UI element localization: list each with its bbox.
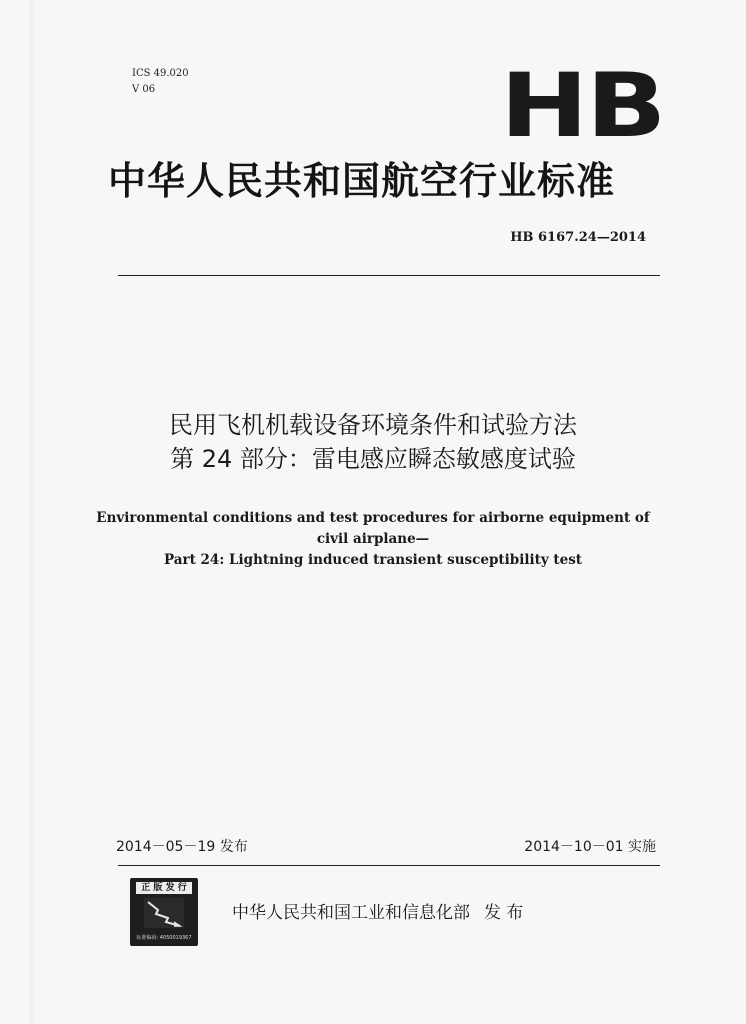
lightning-mark-icon	[144, 898, 184, 928]
hb-logo: HB	[500, 54, 665, 157]
standard-category-title: 中华人民共和国航空行业标准	[108, 159, 616, 203]
stamp-serial: 标准编码: 4050019367	[136, 935, 192, 941]
english-title-line-3: Part 24: Lightning induced transient susceptibility test	[163, 552, 583, 568]
english-title	[0, 508, 746, 571]
english-title-line-2: civil airplane—	[316, 531, 430, 547]
english-title-line-1: Environmental conditions and test procedures for airborne equipment of	[96, 510, 650, 526]
class-code: V 06	[132, 84, 156, 95]
issue-date: 2014－05－19 发布	[116, 839, 248, 855]
ics-code: ICS 49.020	[132, 68, 189, 79]
effective-date: 2014－10－01 实施	[524, 839, 656, 855]
chinese-title-line-1: 民用飞机机载设备环境条件和试验方法	[169, 411, 577, 439]
bottom-divider	[118, 865, 660, 866]
stamp-label: 正 版 发 行	[136, 882, 192, 894]
chinese-title	[0, 408, 746, 476]
publisher-line	[232, 898, 523, 923]
authenticity-stamp	[130, 878, 198, 946]
publisher-suffix: 发 布	[484, 903, 524, 923]
top-divider	[118, 275, 660, 276]
standard-number: HB 6167.24—2014	[510, 230, 646, 245]
publisher-name: 中华人民共和国工业和信息化部	[232, 903, 470, 923]
classification-block	[132, 66, 189, 98]
chinese-title-line-2: 第 24 部分：雷电感应瞬态敏感度试验	[170, 445, 576, 473]
